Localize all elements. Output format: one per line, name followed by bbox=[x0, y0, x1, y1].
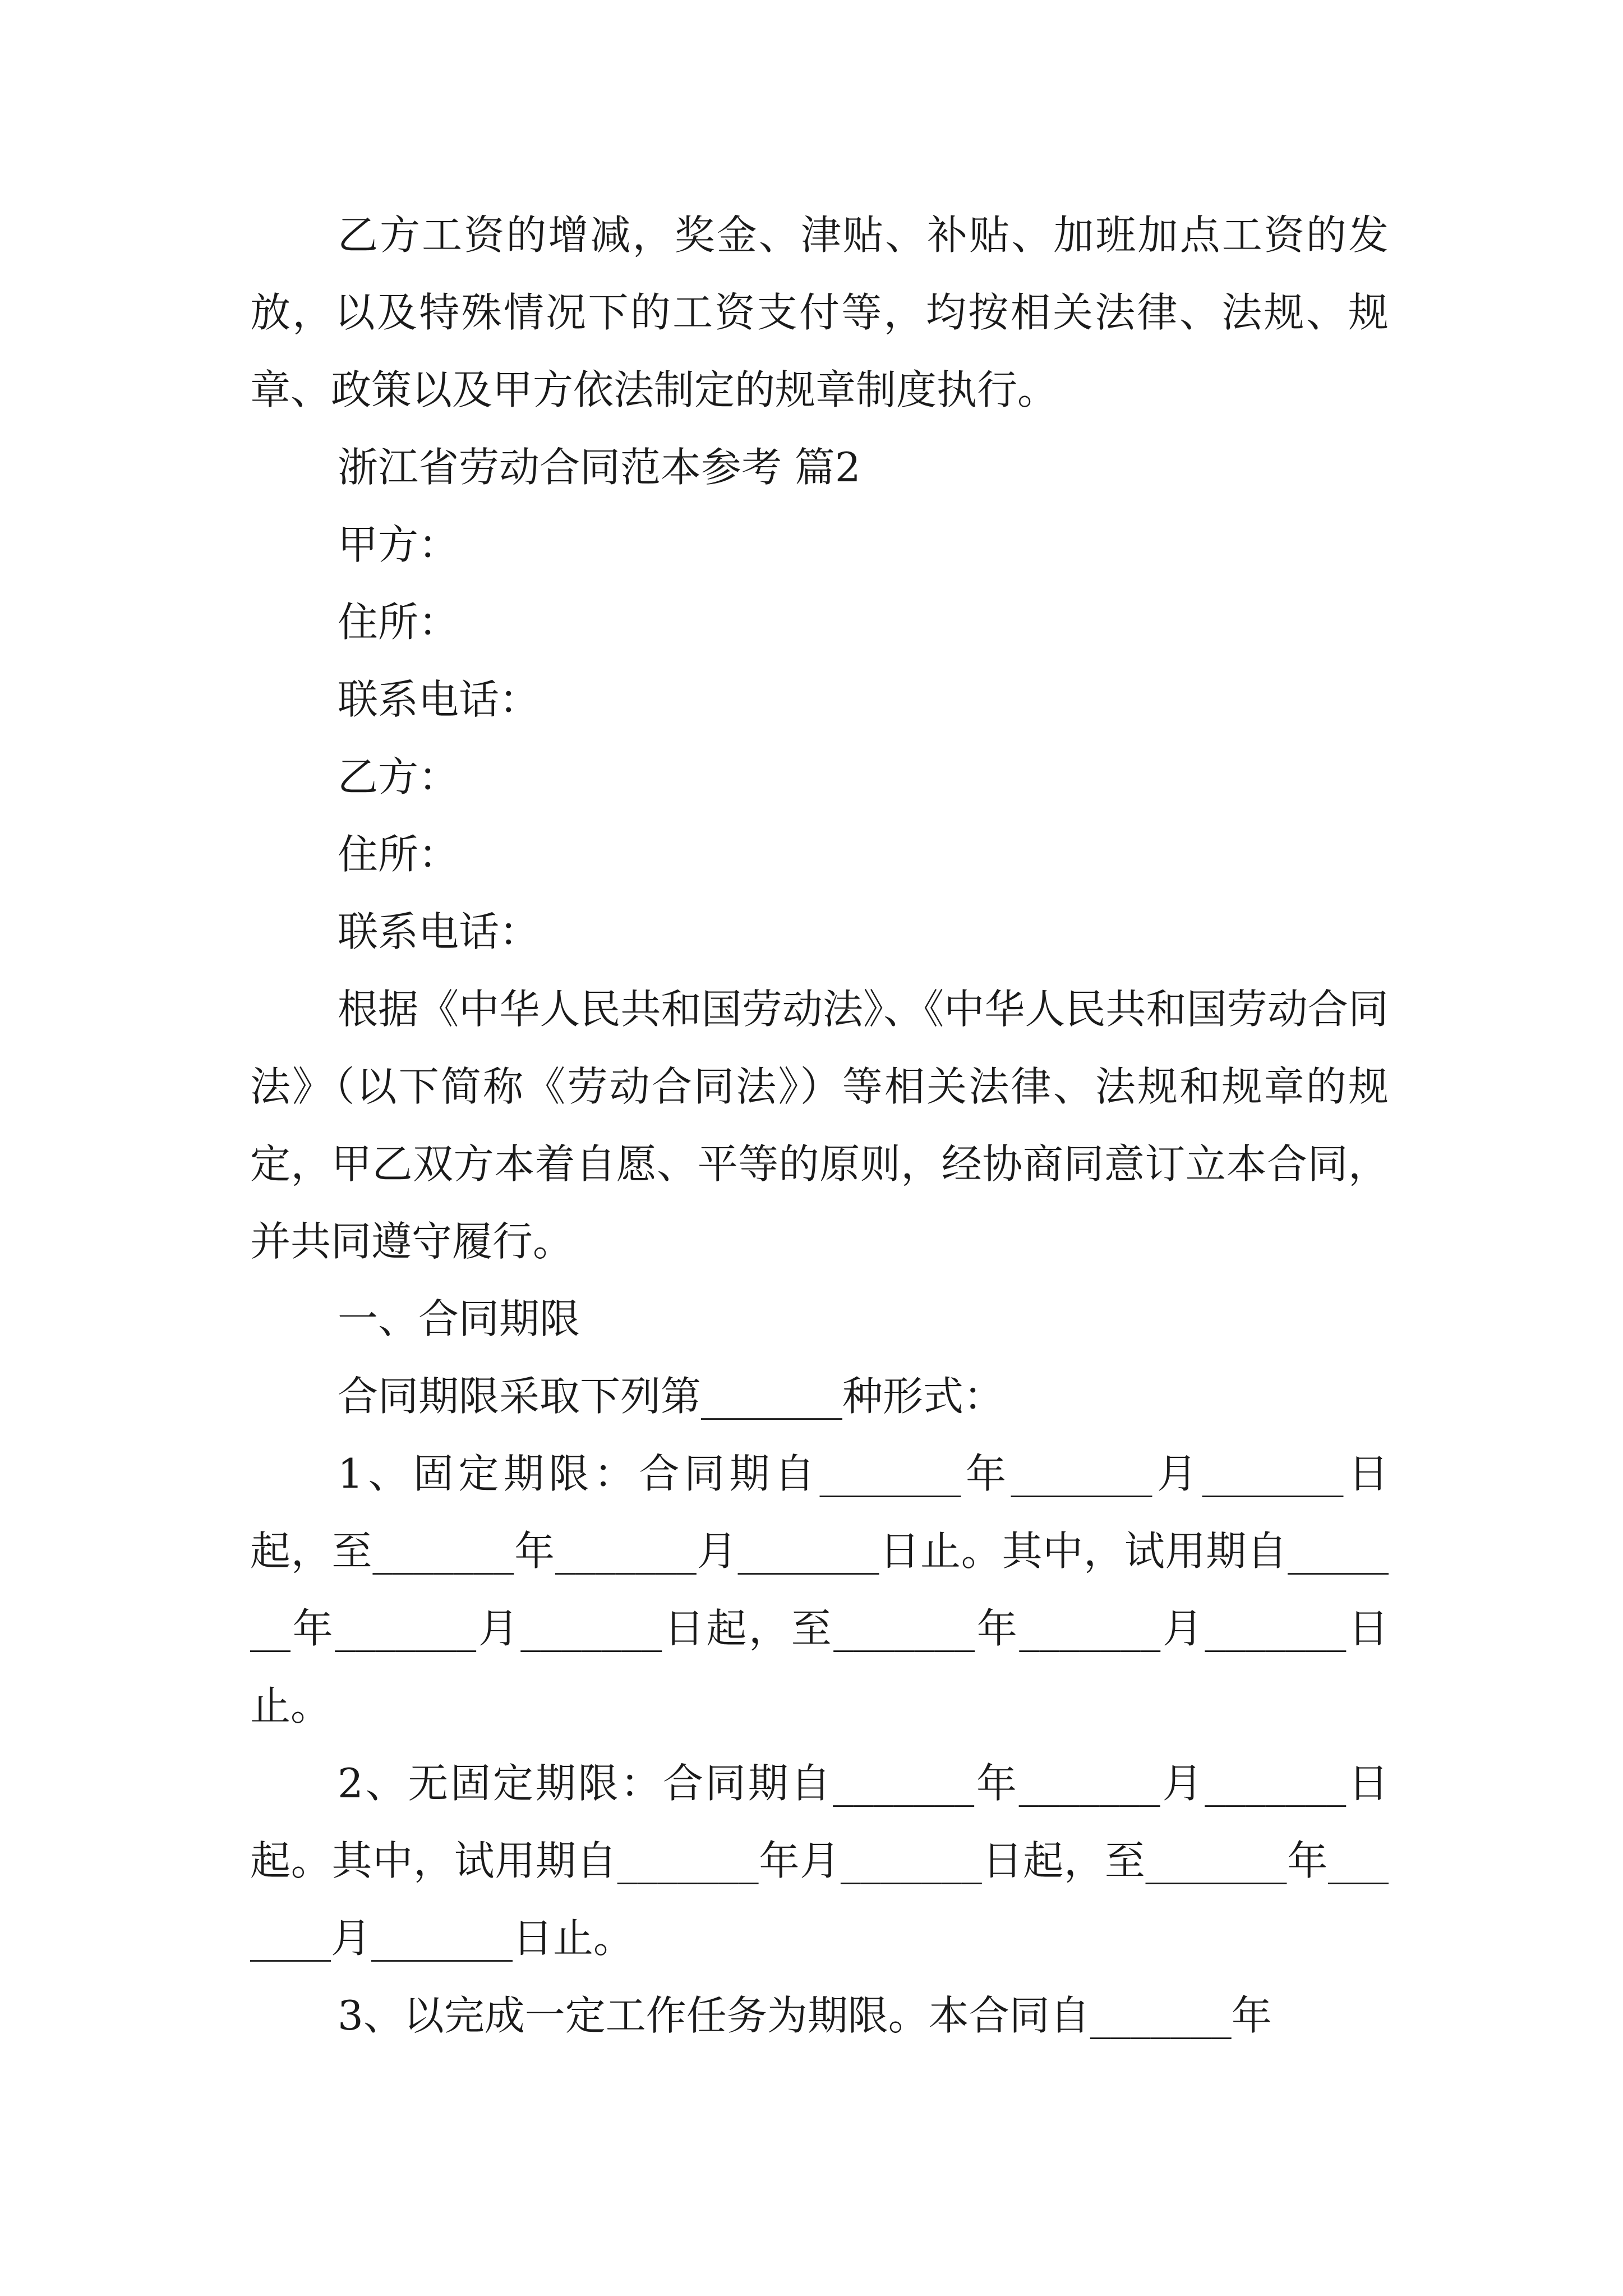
party-b-phone-label: 联系电话： bbox=[338, 908, 540, 955]
fixed-term-paragraph: 1、固定期限：合同期自_______年_______月_______日起，至_______年_______月_______日止。其中，试用期自_______年_______月_______日起，至_______年_______月_______日止。 bbox=[250, 1450, 1389, 1729]
preamble-paragraph: 根据《中华人民共和国劳动法》、《中华人民共和国劳动合同法》（以下简称《劳动合同法》）等相关法律、法规和规章的规定，甲乙双方本着自愿、平等的原则，经协商同意订立本合同，并共同遵守履行。 bbox=[250, 986, 1389, 1265]
document-body bbox=[250, 196, 1389, 2054]
party-a-address-label: 住所： bbox=[338, 599, 459, 646]
task-term-paragraph: 3、以完成一定工作任务为期限。本合同自_______年 bbox=[338, 1992, 1272, 2039]
term-form-paragraph: 合同期限采取下列第_______种形式： bbox=[338, 1373, 1004, 1420]
party-b-label: 乙方： bbox=[338, 753, 459, 800]
party-a-phone-label: 联系电话： bbox=[338, 676, 540, 723]
party-a-label: 甲方： bbox=[338, 521, 459, 568]
heading-contract-term: 一、合同期限 bbox=[338, 1295, 580, 1342]
section-title: 浙江省劳动合同范本参考 篇2 bbox=[338, 444, 861, 491]
open-term-paragraph: 2、无固定期限：合同期自_______年_______月_______日起。其中，试用期自_______年月_______日起，至_______年_______月_______日止。 bbox=[250, 1760, 1389, 1962]
party-b-address-label: 住所： bbox=[338, 831, 459, 878]
wage-paragraph: 乙方工资的增减，奖金、津贴、补贴、加班加点工资的发放，以及特殊情况下的工资支付等，均按相关法律、法规、规章、政策以及甲方依法制定的规章制度执行。 bbox=[250, 211, 1389, 413]
